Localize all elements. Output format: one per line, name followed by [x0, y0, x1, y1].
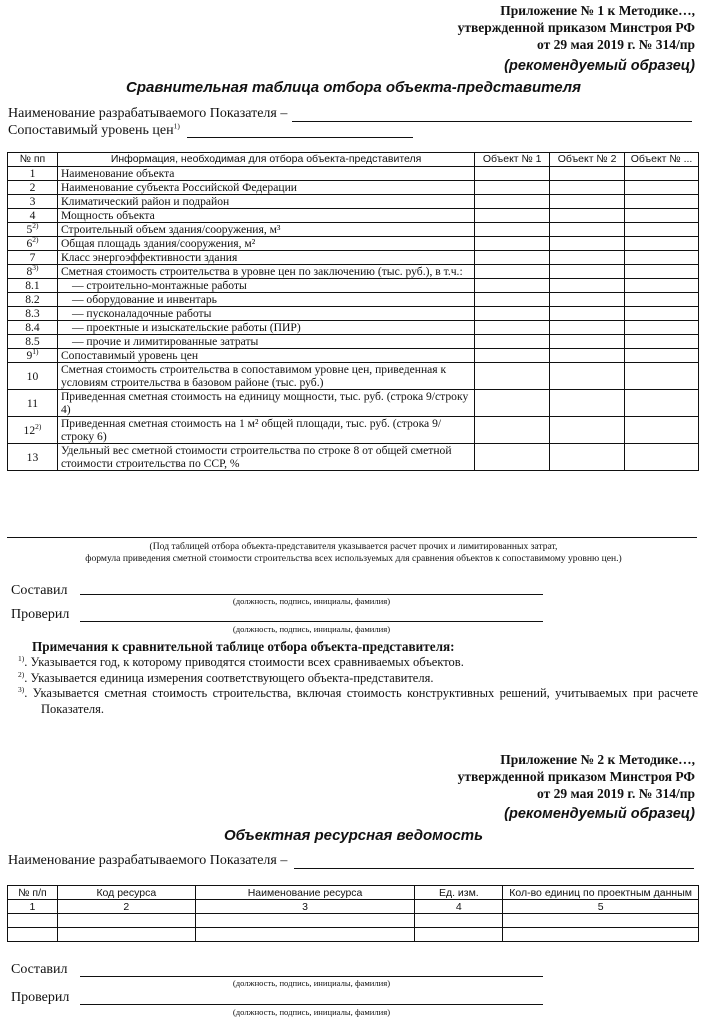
row-number: 4 [8, 209, 58, 223]
appendix1-sample-label: (рекомендуемый образец) [504, 58, 695, 74]
appendix2-checked-signature-hint: (должность, подпись, инициалы, фамилия) [232, 1007, 391, 1017]
appendix2-indicator-label: Наименование разрабатываемого Показателя – [8, 853, 288, 868]
object-value-cell[interactable] [550, 363, 625, 390]
comparison-table-row [8, 167, 699, 181]
object-value-cell[interactable] [625, 417, 699, 444]
object-value-cell[interactable] [550, 321, 625, 335]
row-number: 2 [8, 181, 58, 195]
indicator-name-label: Наименование разрабатываемого Показателя – [8, 106, 288, 121]
object-value-cell[interactable] [550, 167, 625, 181]
object-value-cell[interactable] [625, 363, 699, 390]
row-info: Приведенная сметная стоимость на 1 м² общей площади, тыс. руб. (строка 9/строку 6) [57, 417, 474, 444]
object-value-cell[interactable] [475, 223, 550, 237]
res-col-header-name: Наименование ресурса [195, 886, 415, 900]
appendix2-title: Объектная ресурсная ведомость [223, 827, 484, 844]
object-value-cell[interactable] [550, 223, 625, 237]
comparison-table-header-row [8, 153, 699, 167]
appendix2-composed-signature-hint: (должность, подпись, инициалы, фамилия) [232, 978, 391, 988]
resource-table-header-row [8, 886, 699, 900]
appendix2-sample-label: (рекомендуемый образец) [504, 806, 695, 822]
object-value-cell[interactable] [550, 307, 625, 321]
object-value-cell[interactable] [475, 181, 550, 195]
comparison-table-row [8, 307, 699, 321]
comparison-table-row [8, 181, 699, 195]
object-value-cell[interactable] [550, 181, 625, 195]
res-col-header-code: Код ресурса [57, 886, 195, 900]
row-info: Сметная стоимость строительства в сопоставимом уровне цен, приведенная к условиям строительства в базовом районе (тыс. руб.) [57, 363, 474, 390]
composed-signature-hint: (должность, подпись, инициалы, фамилия) [232, 596, 391, 606]
comparison-table-row [8, 279, 699, 293]
appendix1-header-line3: от 29 мая 2019 г. № 314/пр [537, 37, 695, 52]
row-number: 3 [8, 195, 58, 209]
row-info: Класс энергоэффективности здания [57, 251, 474, 265]
note-item: $^{2)}$. Указывается единица измерения соответствующего объекта-представителя. [18, 669, 434, 685]
object-value-cell[interactable] [625, 293, 699, 307]
appendix2-header-line3: от 29 мая 2019 г. № 314/пр [537, 786, 695, 801]
res-col-header-unit: Ед. изм. [415, 886, 503, 900]
object-value-cell[interactable] [550, 335, 625, 349]
appendix2-header [458, 751, 695, 802]
appendix2-header-line2: утвержденной приказом Минстроя РФ [457, 769, 695, 784]
res-col-number: 4 [415, 900, 503, 914]
object-value-cell[interactable] [550, 237, 625, 251]
row-number: 6$^{2)}$ [8, 237, 58, 251]
res-cell[interactable] [8, 928, 58, 942]
col-header-object2: Объект № 2 [550, 153, 625, 167]
row-info: Наименование субъекта Российской Федерации [57, 181, 474, 195]
notes-list [18, 655, 698, 717]
object-value-cell[interactable] [475, 307, 550, 321]
row-info: — пусконаладочные работы [57, 307, 474, 321]
comparison-table-row [8, 223, 699, 237]
row-number: 10 [8, 363, 58, 390]
object-value-cell[interactable] [625, 223, 699, 237]
object-value-cell[interactable] [625, 265, 699, 279]
object-value-cell[interactable] [475, 293, 550, 307]
resource-table-number-row [8, 900, 699, 914]
comparison-table-row [8, 209, 699, 223]
resource-table-row [8, 928, 699, 942]
object-value-cell[interactable] [625, 390, 699, 417]
res-col-number: 2 [57, 900, 195, 914]
row-number: 8.3 [8, 307, 58, 321]
calc-caption-line2: формула приведения сметной стоимости строительства всех используемых для сравнения объектов к сопоставимому уровню цен.) [85, 553, 622, 564]
comparison-table-row [8, 237, 699, 251]
res-cell[interactable] [195, 928, 415, 942]
res-cell[interactable] [503, 928, 699, 942]
object-value-cell[interactable] [550, 293, 625, 307]
object-value-cell[interactable] [475, 363, 550, 390]
object-value-cell[interactable] [625, 167, 699, 181]
res-col-header-qty: Кол-во единиц по проектным данным [503, 886, 699, 900]
row-number: 1 [8, 167, 58, 181]
calc-line[interactable] [7, 537, 697, 538]
object-value-cell[interactable] [550, 209, 625, 223]
object-value-cell[interactable] [550, 349, 625, 363]
res-cell[interactable] [57, 928, 195, 942]
object-value-cell[interactable] [475, 335, 550, 349]
note-item: $^{1)}$. Указывается год, к которому приводятся стоимости всех сравниваемых объектов. [18, 653, 464, 669]
object-value-cell[interactable] [550, 265, 625, 279]
object-value-cell[interactable] [475, 390, 550, 417]
note-item: $^{3)}$. Указывается сметная стоимость строительства, включая стоимость конструктивных решений, учитываемых при расчете Показателя. [18, 684, 698, 716]
appendix1-title: Сравнительная таблица отбора объекта-представителя [126, 79, 581, 96]
appendix2-checked-label: Проверил [11, 990, 70, 1005]
comparison-table-row [8, 293, 699, 307]
row-info: Строительный объем здания/сооружения, м³ [57, 223, 474, 237]
appendix2-indicator-line[interactable] [294, 868, 694, 869]
object-value-cell[interactable] [625, 349, 699, 363]
row-info: — прочие и лимитированные затраты [57, 335, 474, 349]
object-value-cell[interactable] [475, 279, 550, 293]
indicator-name-line[interactable] [292, 121, 692, 122]
checked-signature-hint: (должность, подпись, инициалы, фамилия) [232, 624, 391, 634]
object-value-cell[interactable] [550, 417, 625, 444]
res-col-number: 5 [503, 900, 699, 914]
row-number: 7 [8, 251, 58, 265]
comparison-table-row [8, 265, 699, 279]
row-info: Климатический район и подрайон [57, 195, 474, 209]
res-col-header-num: № п/п [8, 886, 58, 900]
comparison-table-row [8, 363, 699, 390]
comparison-table-row [8, 335, 699, 349]
col-header-object1: Объект № 1 [475, 153, 550, 167]
resource-table-row [8, 914, 699, 928]
row-number: 8.2 [8, 293, 58, 307]
appendix2-checked-signature-line[interactable] [80, 1004, 543, 1005]
appendix2-header-line1: Приложение № 2 к Методике…, [500, 752, 695, 767]
object-value-cell[interactable] [625, 335, 699, 349]
object-value-cell[interactable] [550, 444, 625, 471]
row-number: 8.1 [8, 279, 58, 293]
object-value-cell[interactable] [625, 307, 699, 321]
col-header-num: № пп [8, 153, 58, 167]
price-level-label: Сопоставимый уровень цен$^{1)}$ [8, 121, 180, 138]
col-header-object-n: Объект № ... [625, 153, 699, 167]
composed-signature-line[interactable] [80, 594, 543, 595]
comparison-table-row [8, 251, 699, 265]
row-number: 11 [8, 390, 58, 417]
row-info: Сопоставимый уровень цен [57, 349, 474, 363]
object-value-cell[interactable] [550, 390, 625, 417]
object-value-cell[interactable] [625, 237, 699, 251]
object-value-cell[interactable] [625, 251, 699, 265]
appendix1-header [458, 2, 695, 53]
object-value-cell[interactable] [475, 417, 550, 444]
res-cell[interactable] [195, 914, 415, 928]
object-value-cell[interactable] [625, 279, 699, 293]
object-value-cell[interactable] [475, 349, 550, 363]
object-value-cell[interactable] [625, 181, 699, 195]
row-number: 12$^{2)}$ [8, 417, 58, 444]
appendix2-composed-signature-line[interactable] [80, 976, 543, 977]
notes-title: Примечания к сравнительной таблице отбора объекта-представителя: [32, 639, 455, 654]
appendix2-composed-label: Составил [11, 962, 68, 977]
object-value-cell[interactable] [475, 321, 550, 335]
appendix1-header-line2: утвержденной приказом Минстроя РФ [457, 20, 695, 35]
row-info: — строительно-монтажные работы [57, 279, 474, 293]
row-info: Наименование объекта [57, 167, 474, 181]
object-value-cell[interactable] [475, 237, 550, 251]
object-value-cell[interactable] [550, 279, 625, 293]
row-info: Мощность объекта [57, 209, 474, 223]
comparison-table-row [8, 444, 699, 471]
calc-caption [0, 541, 707, 565]
comparison-table-row [8, 390, 699, 417]
object-value-cell[interactable] [625, 444, 699, 471]
col-header-info: Информация, необходимая для отбора объекта-представителя [57, 153, 474, 167]
row-number: 8.4 [8, 321, 58, 335]
object-value-cell[interactable] [625, 209, 699, 223]
comparison-table [7, 152, 699, 471]
row-number: 8.5 [8, 335, 58, 349]
row-number: 8$^{3)}$ [8, 265, 58, 279]
object-value-cell[interactable] [550, 195, 625, 209]
row-info: Удельный вес сметной стоимости строительства по строке 8 от общей сметной стоимости строительства по ССР, % [57, 444, 474, 471]
object-value-cell[interactable] [475, 444, 550, 471]
object-value-cell[interactable] [625, 195, 699, 209]
appendix1-header-line1: Приложение № 1 к Методике…, [500, 3, 695, 18]
row-info: Сметная стоимость строительства в уровне цен по заключению (тыс. руб.), в т.ч.: [57, 265, 474, 279]
row-info: — проектные и изыскательские работы (ПИР) [57, 321, 474, 335]
comparison-table-row [8, 195, 699, 209]
row-number: 13 [8, 444, 58, 471]
res-cell[interactable] [57, 914, 195, 928]
row-info: — оборудование и инвентарь [57, 293, 474, 307]
row-number: 9$^{1)}$ [8, 349, 58, 363]
res-cell[interactable] [503, 914, 699, 928]
object-value-cell[interactable] [475, 167, 550, 181]
comparison-table-row [8, 321, 699, 335]
object-value-cell[interactable] [475, 265, 550, 279]
row-info: Общая площадь здания/сооружения, м² [57, 237, 474, 251]
res-cell[interactable] [8, 914, 58, 928]
object-value-cell[interactable] [475, 251, 550, 265]
object-value-cell[interactable] [475, 195, 550, 209]
object-value-cell[interactable] [625, 321, 699, 335]
resource-table [7, 885, 699, 942]
object-value-cell[interactable] [550, 251, 625, 265]
composed-label: Составил [11, 583, 68, 598]
row-info: Приведенная сметная стоимость на единицу мощности, тыс. руб. (строка 9/строку 4) [57, 390, 474, 417]
res-col-number: 1 [8, 900, 58, 914]
checked-label: Проверил [11, 607, 70, 622]
comparison-table-row [8, 349, 699, 363]
object-value-cell[interactable] [475, 209, 550, 223]
row-number: 5$^{2)}$ [8, 223, 58, 237]
checked-signature-line[interactable] [80, 621, 543, 622]
res-cell[interactable] [415, 928, 503, 942]
comparison-table-row [8, 417, 699, 444]
res-cell[interactable] [415, 914, 503, 928]
res-col-number: 3 [195, 900, 415, 914]
calc-caption-line1: (Под таблицей отбора объекта-представителя указывается расчет прочих и лимитированных затрат, [149, 541, 558, 552]
price-level-line[interactable] [187, 137, 413, 138]
